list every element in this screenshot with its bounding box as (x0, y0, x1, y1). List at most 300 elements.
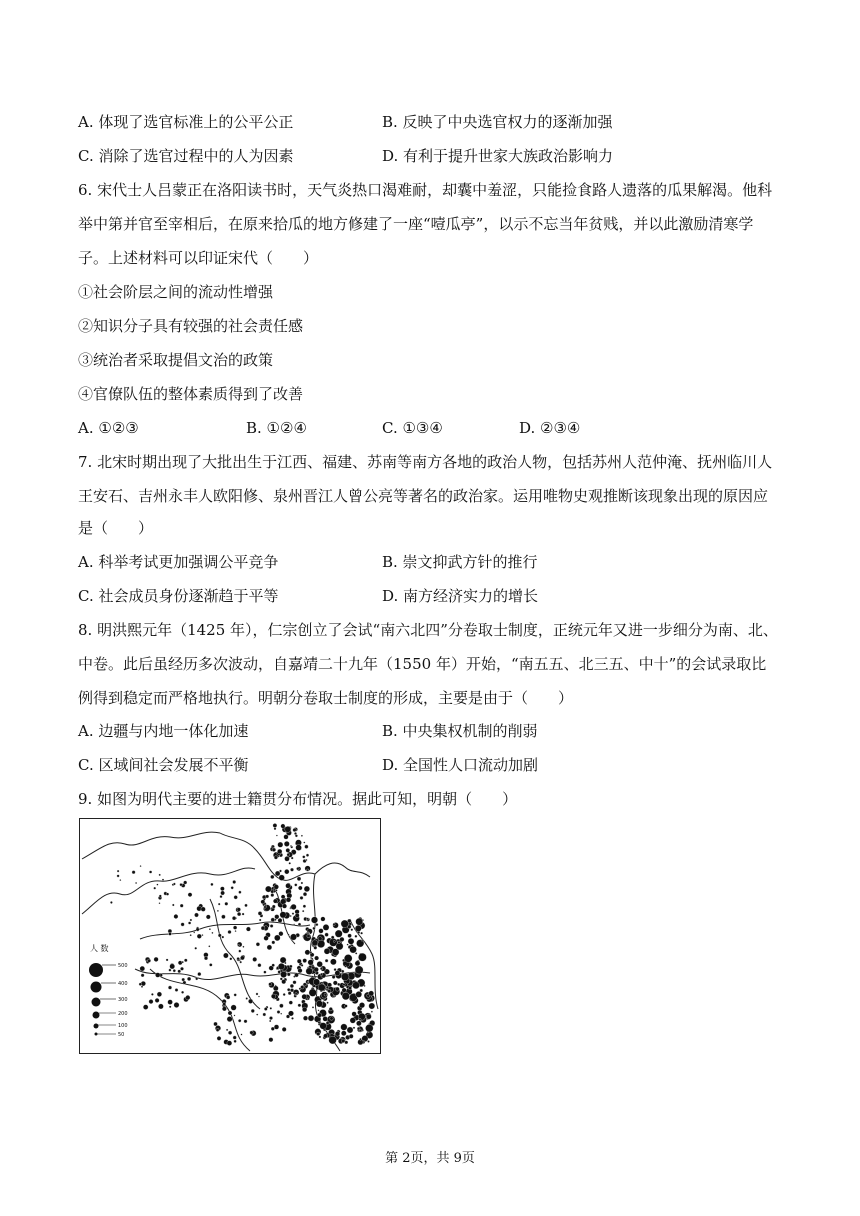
q6-item-4: ④官僚队伍的整体素质得到了改善 (78, 385, 304, 403)
jinshi-dot (353, 1027, 355, 1029)
jinshi-dot (233, 1036, 237, 1040)
jinshi-dot (225, 902, 228, 905)
jinshi-dot (291, 904, 297, 910)
jinshi-dot (149, 871, 152, 874)
jinshi-distribution-map (79, 818, 381, 1054)
jinshi-dot (288, 934, 290, 936)
jinshi-dot (311, 958, 313, 960)
jinshi-dot (223, 953, 228, 958)
jinshi-dot (324, 993, 327, 996)
jinshi-dot (226, 1029, 228, 1031)
jinshi-dot (341, 920, 349, 928)
jinshi-dot (278, 918, 282, 922)
jinshi-dot (305, 950, 310, 955)
legend-circle-100 (94, 1024, 99, 1029)
jinshi-dot (272, 941, 275, 944)
jinshi-dot (304, 886, 310, 892)
jinshi-dot (365, 1024, 373, 1032)
jinshi-dot (298, 923, 301, 926)
jinshi-dot (256, 942, 260, 946)
jinshi-dot (169, 1006, 171, 1008)
jinshi-dot (292, 913, 294, 915)
legend-circle-300 (92, 998, 101, 1007)
jinshi-dot (356, 918, 363, 925)
jinshi-dot (264, 1007, 267, 1010)
jinshi-dot (278, 842, 283, 847)
legend-circle-200 (93, 1012, 100, 1019)
jinshi-dot (303, 1016, 308, 1021)
jinshi-dot (244, 1020, 247, 1023)
jinshi-dot (296, 845, 302, 851)
jinshi-dot (301, 964, 303, 966)
jinshi-dot (338, 941, 341, 944)
jinshi-dot (256, 993, 258, 995)
jinshi-dot (359, 1029, 361, 1031)
jinshi-dot (140, 966, 145, 971)
jinshi-dot (350, 1018, 356, 1024)
jinshi-dot (318, 937, 322, 941)
q8-option-b: B. 中央集权机制的削弱 (382, 722, 538, 740)
jinshi-dot (325, 933, 329, 937)
jinshi-dot (274, 1025, 279, 1030)
jinshi-dot (352, 1012, 357, 1017)
legend-circle-500 (89, 963, 103, 977)
jinshi-dot (317, 1032, 321, 1036)
jinshi-dot (184, 959, 187, 962)
jinshi-dot (173, 883, 175, 885)
jinshi-dot (314, 956, 318, 960)
q6-item-2: ②知识分子具有较强的社会责任感 (78, 317, 304, 335)
jinshi-dot (284, 869, 289, 874)
jinshi-dot (301, 882, 303, 884)
jinshi-dot (295, 913, 299, 917)
jinshi-dot (188, 893, 192, 897)
jinshi-dot (264, 936, 269, 941)
q7-stem-line-3: 是（ ） (78, 519, 154, 537)
jinshi-dot (281, 824, 285, 828)
jinshi-dot (307, 998, 309, 1000)
jinshi-dot (274, 885, 279, 890)
jinshi-dot (166, 893, 169, 896)
jinshi-dot (201, 907, 206, 912)
jinshi-dot (174, 914, 178, 918)
jinshi-dot (287, 853, 290, 856)
jinshi-dot (147, 959, 150, 962)
jinshi-dot (303, 905, 306, 908)
jinshi-dot (280, 971, 286, 977)
jinshi-dot (290, 988, 294, 992)
jinshi-dot (307, 934, 310, 937)
jinshi-dot (356, 1021, 361, 1026)
jinshi-dot (288, 1011, 293, 1016)
jinshi-dot (217, 910, 219, 912)
jinshi-dot (318, 1010, 320, 1012)
jinshi-dot (259, 919, 261, 921)
jinshi-dot (280, 899, 286, 905)
jinshi-dot (277, 1010, 280, 1013)
jinshi-dot (335, 930, 342, 937)
jinshi-dot (287, 988, 290, 991)
jinshi-dot (284, 841, 289, 846)
jinshi-dot (285, 826, 291, 832)
jinshi-dot (324, 948, 330, 954)
jinshi-dot (269, 1020, 271, 1022)
jinshi-dot (239, 891, 242, 894)
jinshi-dot (168, 986, 172, 990)
jinshi-dot (198, 972, 202, 976)
jinshi-dot (275, 915, 280, 920)
jinshi-dot (284, 962, 286, 964)
jinshi-dot (293, 924, 295, 926)
jinshi-dot (355, 966, 363, 974)
jinshi-dot (291, 1017, 293, 1019)
jinshi-dot (162, 879, 164, 881)
jinshi-dot (272, 905, 275, 908)
jinshi-dot (364, 985, 366, 987)
legend-value-300: 300 (118, 997, 128, 1003)
jinshi-dot (271, 893, 274, 896)
jinshi-dot (352, 982, 359, 989)
jinshi-dot (197, 934, 202, 939)
jinshi-dot (206, 915, 210, 919)
jinshi-dot (261, 926, 265, 930)
jinshi-dot (280, 1013, 282, 1015)
jinshi-dot (300, 896, 303, 899)
jinshi-dot (253, 957, 257, 961)
jinshi-dot (328, 989, 331, 992)
jinshi-dot (228, 930, 232, 934)
jinshi-dot (222, 1007, 226, 1011)
jinshi-dot (312, 1006, 314, 1008)
page-footer: 第 2页，共 9页 (385, 1151, 475, 1166)
jinshi-dot (302, 856, 305, 859)
jinshi-dot (358, 953, 366, 961)
jinshi-dot (306, 968, 313, 975)
jinshi-dot (209, 963, 212, 966)
jinshi-dot (172, 904, 174, 906)
jinshi-dot (178, 970, 181, 973)
jinshi-dot (323, 924, 329, 930)
jinshi-dot (332, 975, 335, 978)
q6-stem-line-1: 6. 宋代士人吕蒙正在洛阳读书时，天气炎热口渴难耐，却囊中羞涩，只能捡食路人遗落的瓜果解渴。他科 (78, 181, 773, 199)
jinshi-dot (298, 886, 302, 890)
jinshi-dot (319, 929, 324, 934)
jinshi-dot (214, 1022, 218, 1026)
jinshi-dot (182, 961, 184, 963)
jinshi-dot (237, 957, 240, 960)
q9-stem: 9. 如图为明代主要的进士籍贯分布情况。据此可知，明朝（ ） (78, 790, 518, 808)
jinshi-dot (159, 902, 161, 904)
q7-option-a: A. 科举考试更加强调公平竞争 (78, 553, 279, 571)
jinshi-dot (348, 938, 354, 944)
jinshi-dot (217, 1036, 221, 1040)
q7-option-c: C. 社会成员身份逐渐趋于平等 (78, 587, 279, 605)
jinshi-dot (228, 1011, 232, 1015)
jinshi-dot (258, 963, 262, 967)
jinshi-dot (293, 981, 297, 985)
jinshi-dot (211, 883, 214, 886)
jinshi-dot (350, 946, 357, 953)
jinshi-dot (237, 912, 241, 916)
jinshi-dot (282, 904, 287, 909)
legend-value-50: 50 (118, 1032, 125, 1038)
q8-option-d: D. 全国性人口流动加剧 (382, 756, 539, 774)
jinshi-dot (193, 932, 195, 934)
jinshi-dot (290, 984, 294, 988)
jinshi-dot (308, 1015, 314, 1021)
jinshi-dot (333, 981, 337, 985)
jinshi-dot (345, 966, 347, 968)
q8-stem-line-3: 例得到稳定而严格地执行。明朝分卷取士制度的形成，主要是由于（ ） (78, 689, 574, 707)
jinshi-dot (337, 983, 340, 986)
legend-value-200: 200 (118, 1011, 128, 1017)
jinshi-dot (306, 859, 308, 861)
jinshi-dot (181, 991, 184, 994)
jinshi-dot (269, 983, 272, 986)
jinshi-dot (241, 1034, 243, 1036)
jinshi-dot (155, 973, 160, 978)
q7-stem-line-1: 7. 北宋时期出现了大批出生于江西、福建、苏南等南方各地的政治人物，包括苏州人范仲淹、抚州临川人 (78, 453, 773, 471)
jinshi-dot (289, 862, 291, 864)
q7-stem-line-2: 王安石、吉州永丰人欧阳修、泉州晋江人曾公亮等著名的政治家。运用唯物史观推断该现象出现的原因应 (78, 487, 769, 505)
jinshi-dot (351, 929, 353, 931)
jinshi-dot (117, 870, 119, 872)
jinshi-dot (188, 922, 191, 925)
jinshi-dot (269, 1016, 272, 1019)
jinshi-dot (222, 936, 224, 938)
jinshi-dot (270, 924, 273, 927)
jinshi-dot (159, 874, 161, 876)
jinshi-dot (170, 964, 175, 969)
jinshi-dot (316, 923, 319, 926)
jinshi-dot (290, 868, 293, 871)
jinshi-dot (157, 884, 159, 886)
jinshi-dot (309, 989, 317, 997)
jinshi-dot (356, 991, 362, 997)
jinshi-dot (267, 945, 272, 950)
jinshi-dot (195, 978, 198, 981)
jinshi-dot (318, 1021, 320, 1023)
q6-stem-line-2: 举中第并官至宰相后，在原来拾瓜的地方修建了一座“噎瓜亭”，以示不忘当年贫贱，并以此激励清寒学 (78, 215, 754, 233)
jinshi-dot (323, 1016, 328, 1021)
jinshi-dot (325, 959, 328, 962)
jinshi-dot (175, 988, 178, 991)
jinshi-dot (246, 927, 250, 931)
jinshi-dot (275, 871, 280, 876)
jinshi-dot (212, 932, 214, 934)
jinshi-dot (243, 946, 245, 948)
jinshi-dot (154, 957, 159, 962)
jinshi-dot (258, 996, 260, 998)
jinshi-dot (277, 849, 282, 854)
jinshi-dot (359, 1018, 361, 1020)
jinshi-dot (303, 959, 307, 963)
jinshi-dot (117, 875, 120, 878)
jinshi-dot (151, 993, 153, 995)
jinshi-dot (295, 993, 297, 995)
jinshi-dot (218, 934, 221, 937)
jinshi-dot (238, 944, 240, 946)
jinshi-dot (345, 1005, 348, 1008)
jinshi-dot (369, 1003, 375, 1009)
jinshi-dot (264, 906, 267, 909)
jinshi-dot (290, 915, 292, 917)
jinshi-dot (190, 934, 192, 936)
jinshi-dot (223, 1002, 226, 1005)
jinshi-dot (299, 988, 301, 990)
jinshi-dot (314, 946, 317, 949)
jinshi-dot (159, 895, 162, 898)
jinshi-dot (313, 979, 320, 986)
jinshi-dot (278, 970, 281, 973)
jinshi-dot (291, 857, 293, 859)
jinshi-dot (371, 1011, 373, 1013)
jinshi-dot (220, 895, 223, 898)
jinshi-dot (157, 992, 162, 997)
jinshi-dot (295, 835, 298, 838)
jinshi-dot (279, 931, 284, 936)
jinshi-dot (369, 991, 374, 996)
jinshi-dot (302, 1007, 307, 1012)
legend-title: 人 数 (90, 944, 109, 953)
jinshi-dot (327, 1002, 329, 1004)
jinshi-dot (273, 823, 277, 827)
jinshi-dot (149, 999, 153, 1003)
jinshi-dot (316, 1001, 323, 1008)
jinshi-dot (335, 987, 339, 991)
jinshi-dot (282, 1027, 286, 1031)
q5-option-a: A. 体现了选官标准上的公平公正 (78, 113, 294, 131)
jinshi-dot (333, 923, 335, 925)
jinshi-dot (286, 848, 290, 852)
q5-option-b: B. 反映了中央选官权力的逐渐加强 (382, 113, 613, 131)
jinshi-dot (272, 964, 275, 967)
jinshi-dot (287, 973, 290, 976)
jinshi-dot (297, 877, 301, 881)
jinshi-dot (273, 899, 277, 903)
jinshi-dot (288, 992, 291, 995)
jinshi-dot (226, 995, 230, 999)
jinshi-dot (319, 1036, 321, 1038)
jinshi-dot (239, 950, 242, 953)
jinshi-dot (180, 883, 183, 886)
jinshi-dot (348, 934, 352, 938)
jinshi-dot (341, 1031, 346, 1036)
jinshi-dot (348, 986, 351, 989)
jinshi-dot (270, 908, 272, 910)
jinshi-dot (234, 1040, 237, 1043)
jinshi-dot (278, 963, 285, 970)
jinshi-dot (183, 981, 186, 984)
jinshi-dot (303, 892, 307, 896)
jinshi-dot (274, 856, 278, 860)
jinshi-dot (333, 996, 335, 998)
q5-option-c: C. 消除了选官过程中的人为因素 (78, 147, 294, 165)
jinshi-dot (330, 1017, 334, 1021)
jinshi-dot (355, 961, 360, 966)
jinshi-dot (245, 904, 248, 907)
legend-value-100: 100 (118, 1023, 128, 1029)
map-border-line (82, 868, 255, 914)
jinshi-dot (233, 926, 237, 930)
jinshi-dot (195, 947, 197, 949)
jinshi-dot (302, 994, 307, 999)
jinshi-dot (320, 1023, 327, 1030)
jinshi-dot (342, 988, 347, 993)
jinshi-dot (274, 935, 280, 941)
jinshi-dot (293, 828, 297, 832)
jinshi-dot (280, 912, 286, 918)
jinshi-dot (276, 835, 278, 837)
jinshi-dot (251, 1009, 255, 1013)
q7-option-d: D. 南方经济实力的增长 (382, 587, 539, 605)
jinshi-dot (190, 919, 192, 921)
jinshi-dot (321, 917, 326, 922)
jinshi-dot (283, 993, 286, 996)
jinshi-dot (120, 879, 122, 881)
jinshi-dot (341, 1039, 345, 1043)
q8-stem-line-2: 中卷。此后虽经历多次波动，自嘉靖二十九年（1550 年）开始，“南五五、北三五、中十”的会试录取比 (78, 655, 767, 673)
jinshi-dot (355, 952, 357, 954)
jinshi-dot (234, 994, 237, 997)
jinshi-dot (248, 999, 253, 1004)
jinshi-dot (196, 928, 199, 931)
jinshi-dot (335, 1031, 340, 1036)
q6-option-a: A. ①②③ (78, 419, 139, 437)
jinshi-dot (132, 871, 135, 874)
jinshi-dot (355, 925, 361, 931)
jinshi-dot (306, 918, 308, 920)
jinshi-dot (349, 1034, 353, 1038)
jinshi-dot (290, 934, 296, 940)
jinshi-dot (270, 875, 274, 879)
jinshi-dot (281, 895, 285, 899)
jinshi-dot (329, 1036, 337, 1044)
jinshi-dot (326, 1021, 329, 1024)
q6-stem-line-3: 子。上述材料可以印证宋代（ ） (78, 249, 319, 267)
map-border-line (82, 832, 220, 859)
q8-option-a: A. 边疆与内地一体化加速 (78, 722, 249, 740)
jinshi-dot (335, 971, 340, 976)
jinshi-dot (174, 1002, 179, 1007)
jinshi-dot (329, 938, 337, 946)
jinshi-dot (202, 934, 204, 936)
jinshi-dot (301, 835, 303, 837)
jinshi-dot (298, 968, 303, 973)
jinshi-dot (227, 1041, 232, 1046)
map-canvas (80, 819, 380, 1053)
jinshi-dot (344, 954, 352, 962)
legend-circle-400 (91, 982, 102, 993)
q6-item-1: ①社会阶层之间的流动性增强 (78, 283, 274, 301)
jinshi-dot (204, 956, 208, 960)
jinshi-dot (269, 1038, 273, 1042)
map-border-line (210, 899, 260, 1009)
jinshi-dot (169, 969, 172, 972)
jinshi-dot (186, 995, 191, 1000)
jinshi-dot (286, 883, 291, 888)
jinshi-dot (323, 1034, 327, 1038)
jinshi-dot (360, 932, 362, 934)
map-border-line (315, 863, 370, 877)
jinshi-dot (208, 945, 210, 947)
jinshi-dot (110, 901, 112, 903)
jinshi-dot (169, 933, 172, 936)
jinshi-dot (155, 998, 159, 1002)
jinshi-dot (355, 935, 358, 938)
jinshi-dot (280, 978, 283, 981)
legend-value-400: 400 (118, 981, 128, 987)
